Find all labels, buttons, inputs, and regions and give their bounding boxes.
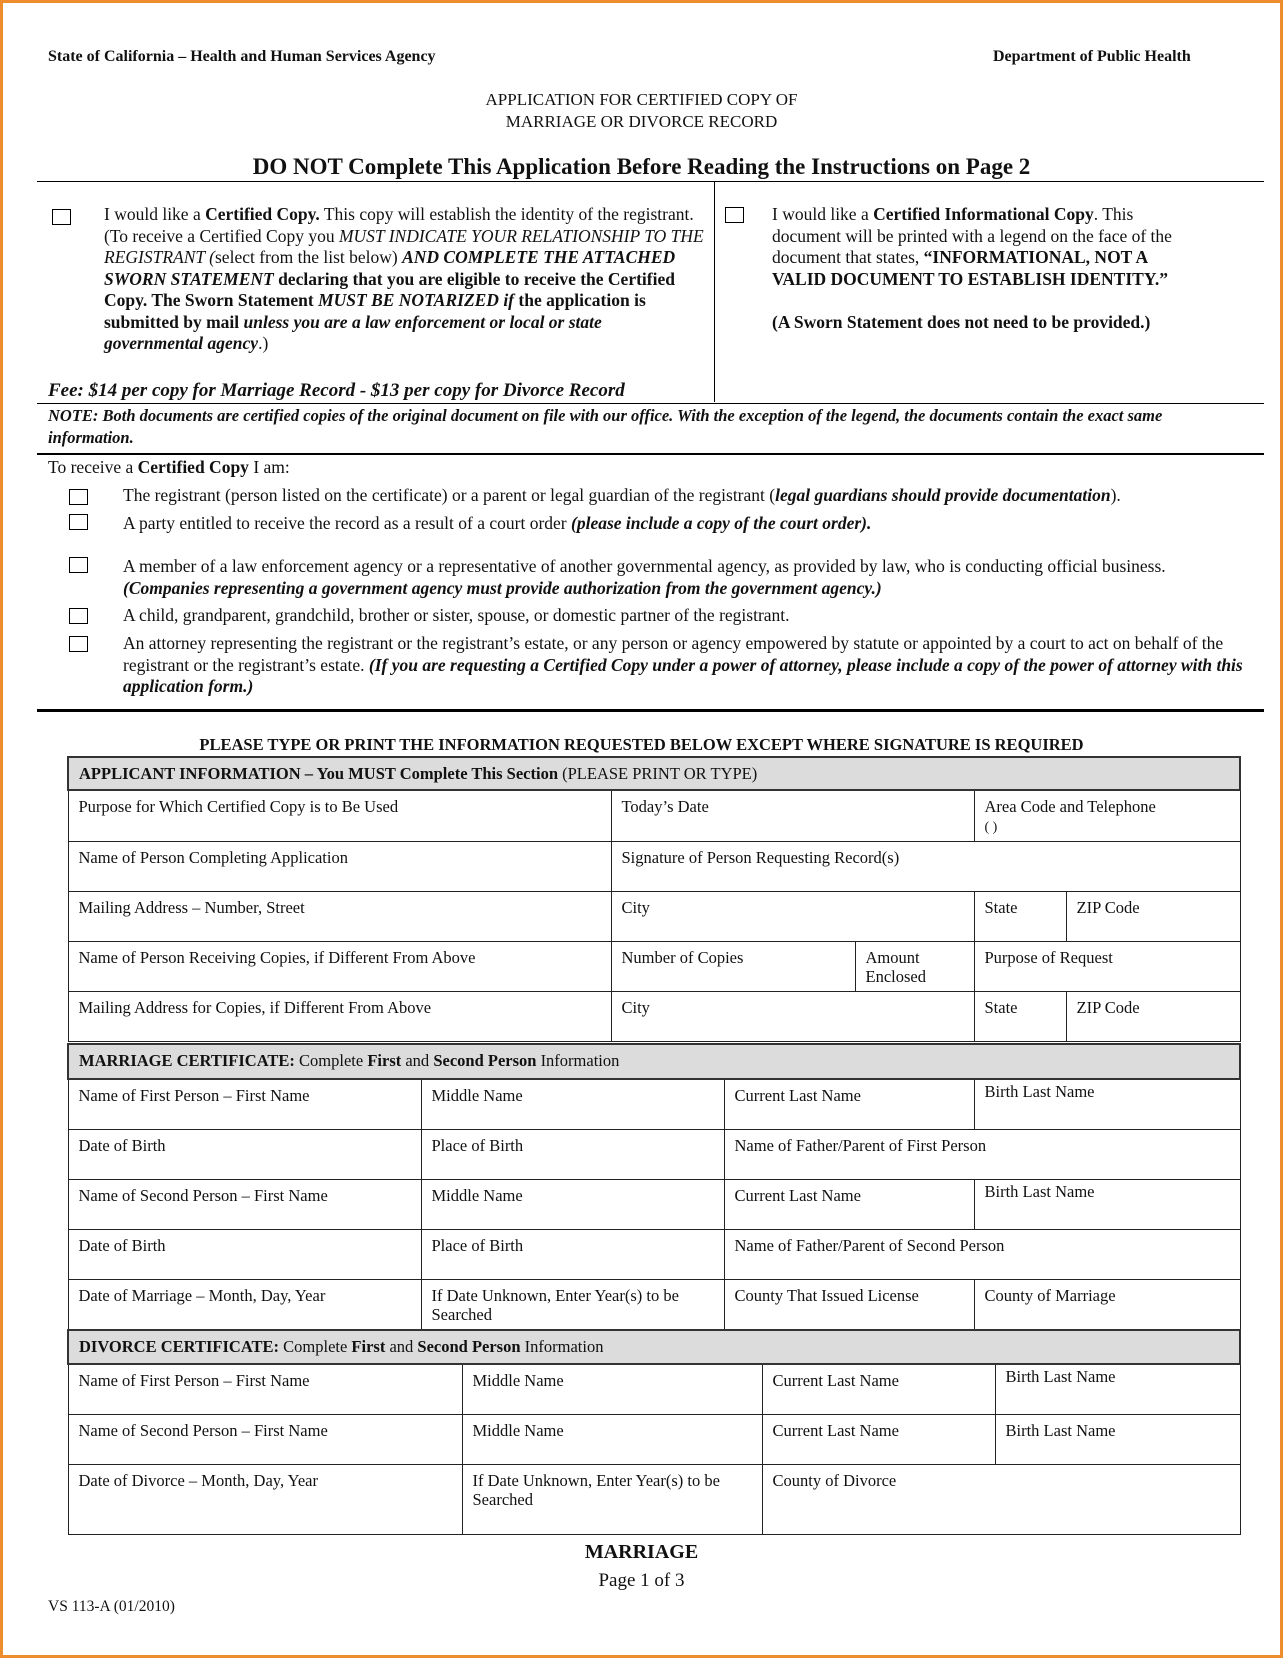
applicant-section-heading: APPLICANT INFORMATION – You MUST Complete This Section (PLEASE PRINT OR TYPE) <box>68 757 1240 790</box>
divorce-second-person-birth-last-field[interactable]: Birth Last Name <box>995 1414 1240 1464</box>
second-person-pob-field[interactable]: Place of Birth <box>421 1229 724 1279</box>
informational-copy-checkbox[interactable] <box>725 207 744 223</box>
first-person-dob-field[interactable]: Date of Birth <box>68 1129 421 1179</box>
divorce-second-person-current-last-field[interactable]: Current Last Name <box>762 1414 995 1464</box>
telephone-field[interactable]: Area Code and Telephone ( ) <box>974 790 1240 842</box>
second-person-current-last-field[interactable]: Current Last Name <box>724 1179 974 1229</box>
form-title-line2: MARRIAGE OR DIVORCE RECORD <box>505 112 778 131</box>
copies-zip-field[interactable]: ZIP Code <box>1066 992 1240 1042</box>
form-title-line1: APPLICATION FOR CERTIFIED COPY OF <box>485 90 798 109</box>
attorney-checkbox[interactable] <box>69 636 88 652</box>
number-of-copies-field[interactable]: Number of Copies <box>611 942 855 992</box>
print-instruction: PLEASE TYPE OR PRINT THE INFORMATION REQUESTED BELOW EXCEPT WHERE SIGNATURE IS REQUIRED <box>199 735 1084 754</box>
divider <box>37 709 1264 712</box>
registrant-checkbox[interactable] <box>69 489 88 505</box>
city-field[interactable]: City <box>611 892 974 942</box>
informational-copy-description: I would like a Certified Informational Copy. This document will be printed with a legend on the face of the document that states, “INFORMATIONAL, NOT A VALID DOCUMENT TO ESTABLISH IDENTITY.” (A Sworn Statement does not need to be provided.) <box>772 204 1172 332</box>
family-member-checkbox[interactable] <box>69 608 88 624</box>
amount-enclosed-field[interactable]: Amount Enclosed <box>855 942 974 992</box>
first-person-father-field[interactable]: Name of Father/Parent of First Person <box>724 1129 1240 1179</box>
agency-name: State of California – Health and Human Services Agency <box>48 48 436 65</box>
date-of-marriage-field[interactable]: Date of Marriage – Month, Day, Year <box>68 1279 421 1329</box>
relationship-item: A member of a law enforcement agency or a representative of another governmental agency, as provided by law, who is conducting official business. (Companies representing a government agency must provide authorization from the government agency.) <box>123 556 1166 598</box>
divorce-second-person-first-name-field[interactable]: Name of Second Person – First Name <box>68 1414 462 1464</box>
receiving-name-field[interactable]: Name of Person Receiving Copies, if Different From Above <box>68 942 611 992</box>
second-person-dob-field[interactable]: Date of Birth <box>68 1229 421 1279</box>
form-id: VS 113-A (01/2010) <box>48 1598 175 1615</box>
fee-text: Fee: $14 per copy for Marriage Record - $13 per copy for Divorce Record <box>48 380 625 401</box>
state-field[interactable]: State <box>974 892 1066 942</box>
court-order-checkbox[interactable] <box>69 514 88 530</box>
first-person-pob-field[interactable]: Place of Birth <box>421 1129 724 1179</box>
second-person-birth-last-field[interactable]: Birth Last Name <box>974 1179 1240 1229</box>
county-marriage-field[interactable]: County of Marriage <box>974 1279 1240 1329</box>
relationship-item: A child, grandparent, grandchild, brother or sister, spouse, or domestic partner of the registrant. <box>123 605 790 625</box>
purpose-of-request-field[interactable]: Purpose of Request <box>974 942 1240 992</box>
date-of-divorce-field[interactable]: Date of Divorce – Month, Day, Year <box>68 1464 462 1534</box>
first-person-current-last-field[interactable]: Current Last Name <box>724 1079 974 1129</box>
divider <box>714 182 715 402</box>
divorce-first-person-current-last-field[interactable]: Current Last Name <box>762 1364 995 1414</box>
first-person-birth-last-field[interactable]: Birth Last Name <box>974 1079 1240 1129</box>
relationship-item: An attorney representing the registrant or the registrant’s estate, or any person or agency empowered by statute or appointed by a court to act on behalf of the registrant or the registrant’s estate. (If you are requesting a Certified Copy under a power of attorney, please include a copy of the power of attorney with this application form.) <box>123 633 1243 696</box>
first-person-middle-name-field[interactable]: Middle Name <box>421 1079 724 1129</box>
divider <box>37 453 1264 455</box>
divorce-first-person-first-name-field[interactable]: Name of First Person – First Name <box>68 1364 462 1414</box>
relationship-item: A party entitled to receive the record as a result of a court order (please include a copy of the court order). <box>123 513 872 533</box>
first-person-first-name-field[interactable]: Name of First Person – First Name <box>68 1079 421 1129</box>
second-person-middle-name-field[interactable]: Middle Name <box>421 1179 724 1229</box>
county-divorce-field[interactable]: County of Divorce <box>762 1464 1240 1534</box>
mailing-copies-field[interactable]: Mailing Address for Copies, if Different From Above <box>68 992 611 1042</box>
applicant-info-table <box>67 756 1241 1042</box>
copies-state-field[interactable]: State <box>974 992 1066 1042</box>
marriage-table <box>67 1043 1241 1330</box>
department-name: Department of Public Health <box>993 48 1191 65</box>
instructions-warning: DO NOT Complete This Application Before Reading the Instructions on Page 2 <box>252 154 1031 179</box>
mailing-address-field[interactable]: Mailing Address – Number, Street <box>68 892 611 942</box>
purpose-field[interactable]: Purpose for Which Certified Copy is to Be Used <box>68 790 611 842</box>
law-enforcement-checkbox[interactable] <box>69 557 88 573</box>
name-completing-field[interactable]: Name of Person Completing Application <box>68 842 611 892</box>
divider <box>37 403 1264 404</box>
divorce-year-unknown-field[interactable]: If Date Unknown, Enter Year(s) to be Searched <box>462 1464 762 1534</box>
copies-city-field[interactable]: City <box>611 992 974 1042</box>
page-number: Page 1 of 3 <box>598 1570 685 1591</box>
divorce-second-person-middle-field[interactable]: Middle Name <box>462 1414 762 1464</box>
divider <box>37 181 1264 182</box>
second-person-first-name-field[interactable]: Name of Second Person – First Name <box>68 1179 421 1229</box>
divorce-section-heading: DIVORCE CERTIFICATE: Complete First and Second Person Information <box>68 1330 1240 1364</box>
certified-copy-description: I would like a Certified Copy. This copy will establish the identity of the registrant. (To receive a Certified Copy you MUST INDICATE YOUR RELATIONSHIP TO THE REGISTRANT (select from the list below) AND COMPLETE THE ATTACHED SWORN STATEMENT declaring that you are eligible to receive the Certified Copy. The Sworn Statement MUST BE NOTARIZED if the application is submitted by mail unless you are a law enforcement or local or state governmental agency.) <box>104 204 704 353</box>
marriage-section-heading: MARRIAGE CERTIFICATE: Complete First and Second Person Information <box>68 1044 1240 1079</box>
divorce-first-person-middle-field[interactable]: Middle Name <box>462 1364 762 1414</box>
second-person-father-field[interactable]: Name of Father/Parent of Second Person <box>724 1229 1240 1279</box>
footer-record-type: MARRIAGE <box>584 1541 699 1563</box>
marriage-year-unknown-field[interactable]: If Date Unknown, Enter Year(s) to be Searched <box>421 1279 724 1329</box>
relationship-item: The registrant (person listed on the certificate) or a parent or legal guardian of the registrant (legal guardians should provide documentation). <box>123 485 1121 505</box>
relationship-intro: To receive a Certified Copy I am: <box>48 457 290 477</box>
divorce-first-person-birth-last-field[interactable]: Birth Last Name <box>995 1364 1240 1414</box>
signature-field[interactable]: Signature of Person Requesting Record(s) <box>611 842 1240 892</box>
divorce-table <box>67 1329 1241 1535</box>
certified-copy-checkbox[interactable] <box>52 209 71 225</box>
county-license-field[interactable]: County That Issued License <box>724 1279 974 1329</box>
note-text: NOTE: Both documents are certified copies of the original document on file with our office. With the exception of the legend, the documents contain the exact same information. <box>48 406 1163 447</box>
today-date-field[interactable]: Today’s Date <box>611 790 974 842</box>
zip-field[interactable]: ZIP Code <box>1066 892 1240 942</box>
